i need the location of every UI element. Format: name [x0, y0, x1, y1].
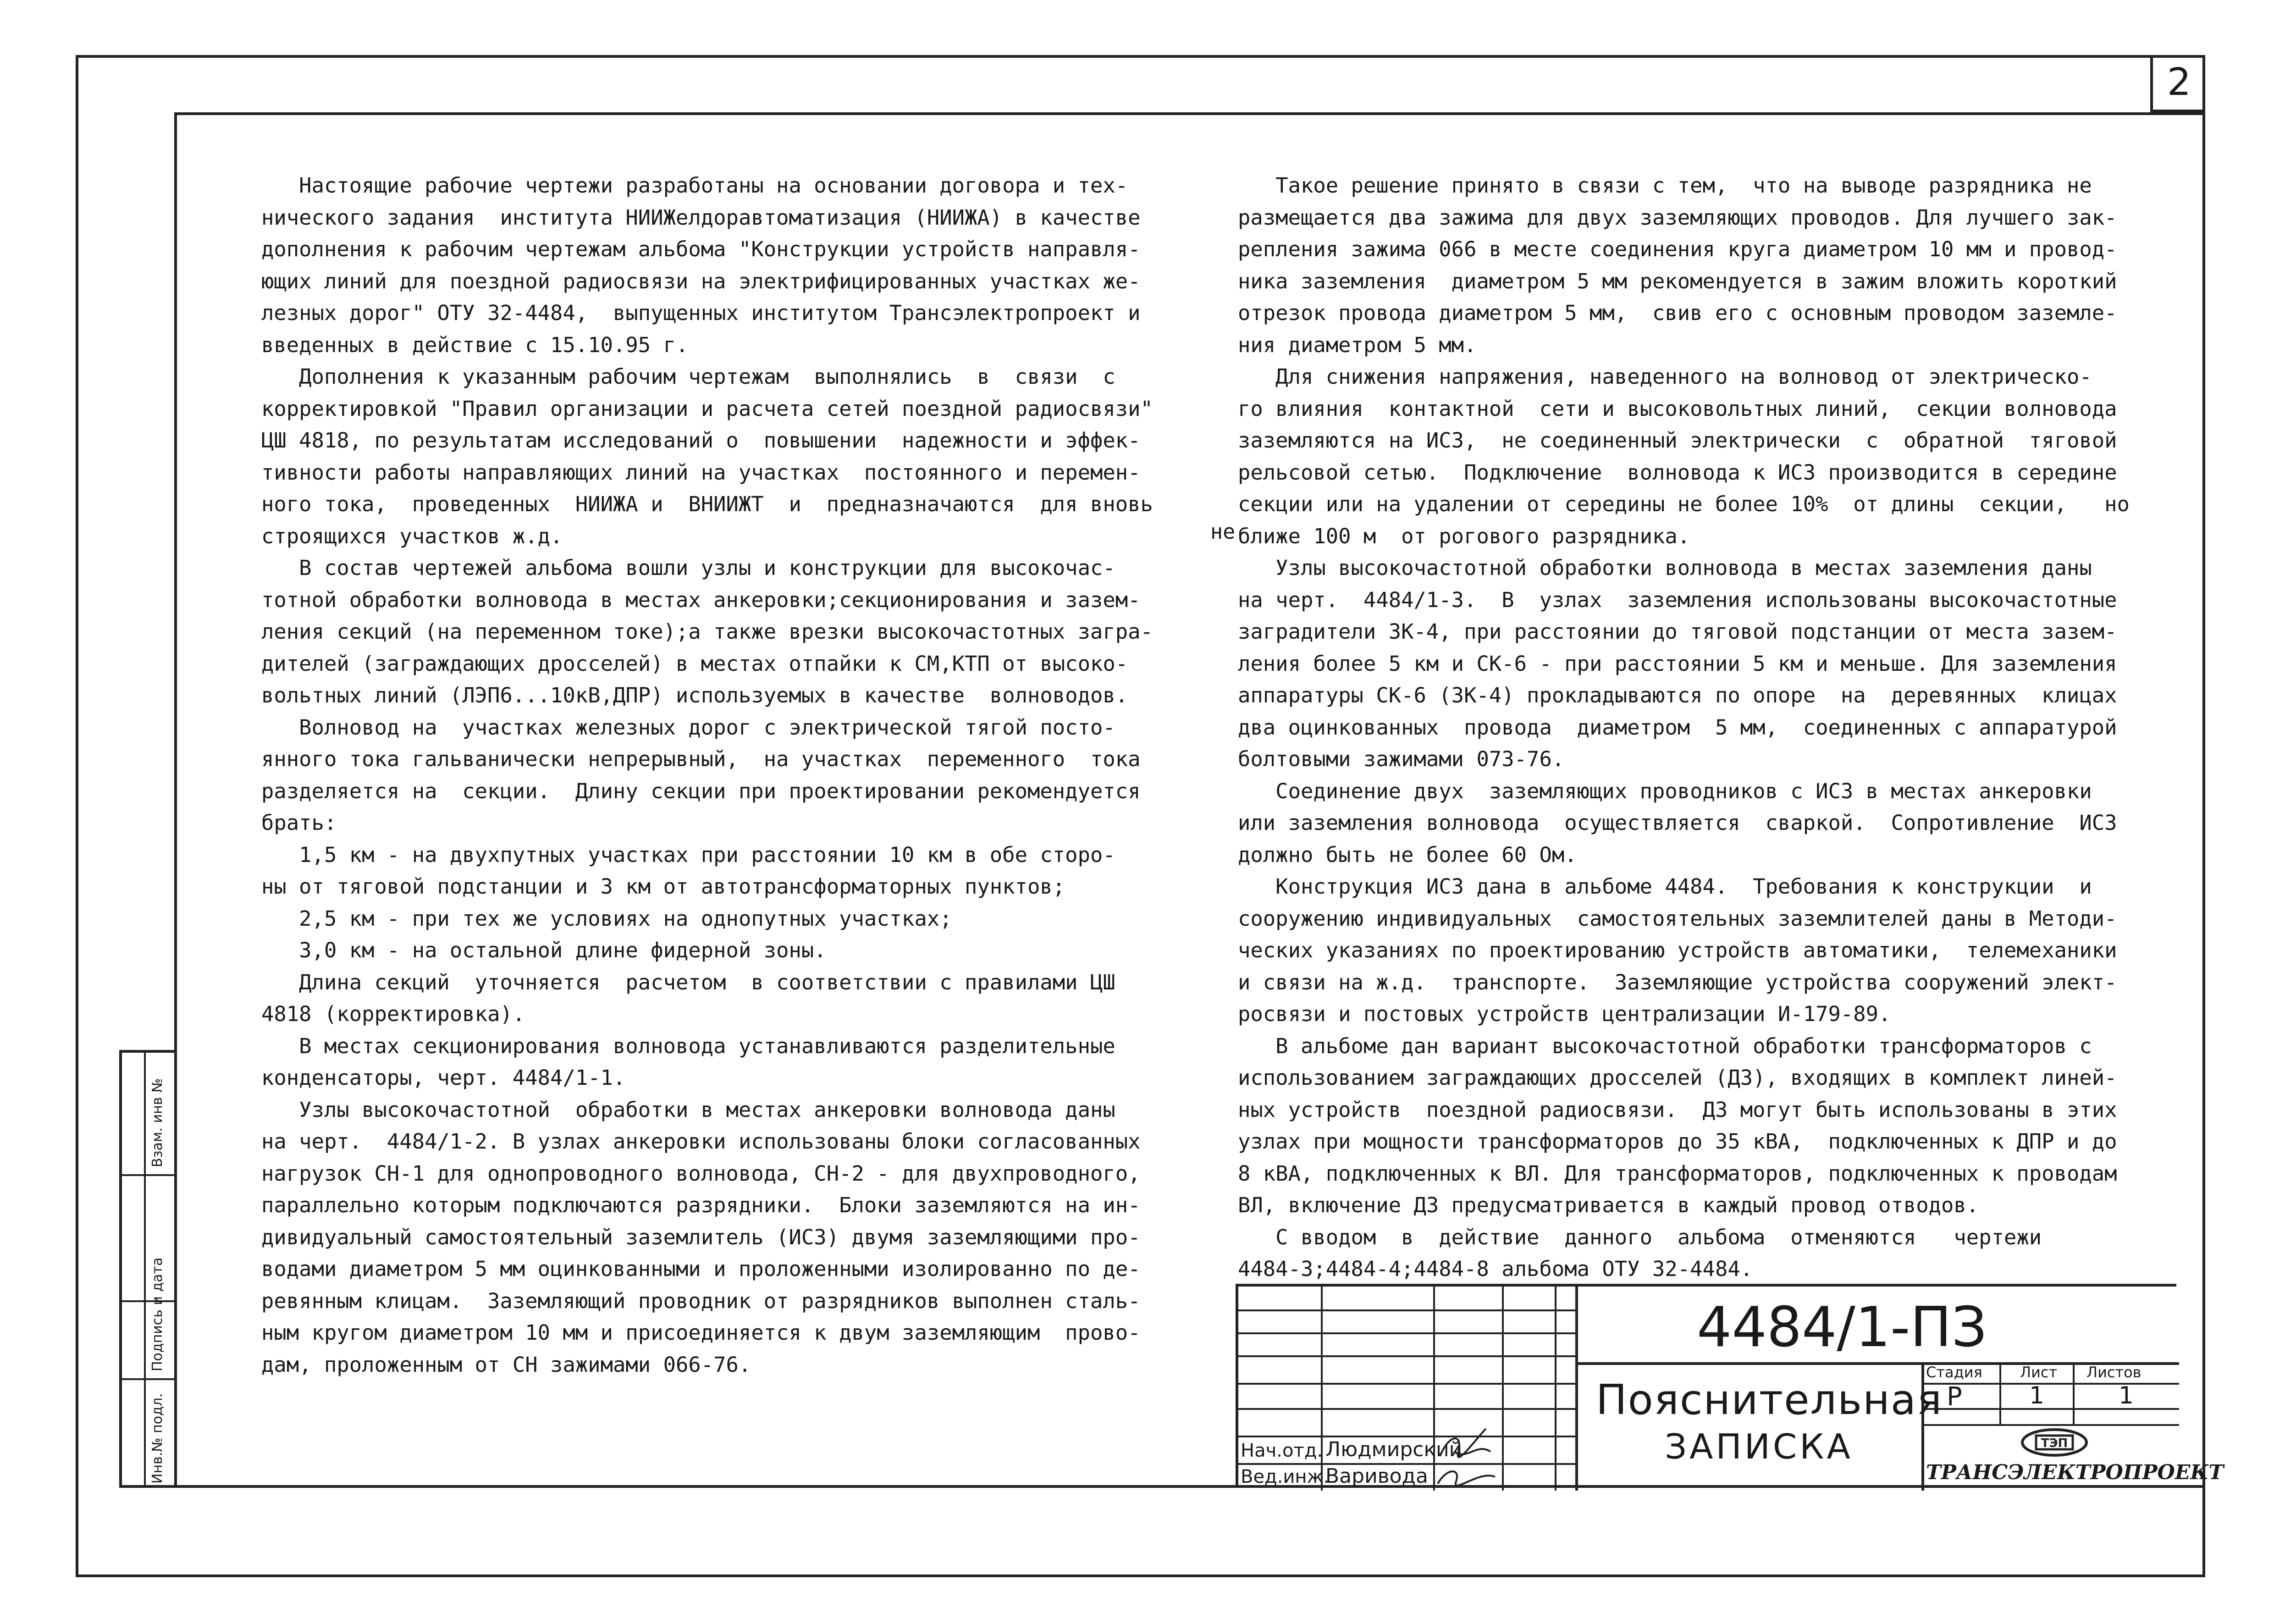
paragraph-line: введенных в действие с 15.10.95 г.	[261, 332, 689, 357]
sheets-value: 1	[2119, 1382, 2134, 1409]
paragraph-line: ческих указаниях по проектированию устройств автоматики, телемеханики	[1238, 938, 2117, 962]
paragraph-line: брать:	[261, 811, 337, 835]
paragraph-line: и связи на ж.д. транспорте. Заземляющие устройства сооружений элект-	[1238, 970, 2117, 994]
paragraph-line: болтовыми зажимами 073-76.	[1238, 747, 1565, 771]
paragraph-line: ных устройств поездной радиосвязи. ДЗ могут быть использованы в этих	[1238, 1097, 2117, 1122]
paragraph-line: Узлы высокочастотной обработки в местах анкеровки волновода даны	[261, 1097, 1115, 1122]
signer-name: Людмирский	[1325, 1438, 1463, 1461]
signer-name: Варивода	[1325, 1464, 1428, 1488]
paragraph-line: тивности работы направляющих линий на участках постоянного и перемен-	[261, 460, 1141, 485]
document-code: 4484/1-ПЗ	[1697, 1296, 1987, 1359]
paragraph-line: Такое решение принято в связи с тем, что на выводе разрядника не	[1238, 173, 2092, 198]
paragraph-line: дам, проложенным от СН зажимами 066-76.	[261, 1352, 751, 1377]
sheets-label: Листов	[2086, 1364, 2142, 1381]
document-title-line2: ЗАПИСКА	[1665, 1426, 1853, 1467]
paragraph-line: ЦШ 4818, по результатам исследований о повышении надежности и эффек-	[261, 428, 1141, 453]
paragraph-line: ления секций (на переменном токе);а также врезки высокочастотных загра-	[261, 619, 1153, 644]
paragraph-line: размещается два зажима для двух заземляющих проводов. Для лучшего зак-	[1238, 205, 2117, 230]
side-label-vzam-inv: Взам. инв №	[149, 1078, 166, 1167]
paragraph-line: Волновод на участках железных дорог с электрической тягой посто-	[261, 715, 1115, 740]
paragraph-line: нагрузок СН-1 для однопроводного волновода, СН-2 - для двухпроводного,	[261, 1161, 1141, 1186]
paragraph-line: репления зажима 066 в месте соединения круга диаметром 10 мм и провод-	[1238, 237, 2117, 261]
paragraph-line: Для снижения напряжения, наведенного на волновод от электрическо-	[1238, 365, 2092, 389]
paragraph-line: 4818 (корректировка).	[261, 1002, 525, 1026]
signer-role: Нач.отд.	[1241, 1440, 1323, 1461]
paragraph-line: ния диаметром 5 мм.	[1238, 332, 1477, 357]
paragraph-line: В альбоме дан вариант высокочастотной обработки трансформаторов с	[1238, 1033, 2092, 1058]
paragraph-line: 8 кВА, подключенных к ВЛ. Для трансформаторов, подключенных к проводам	[1238, 1161, 2117, 1186]
paragraph-line: С вводом в действие данного альбома отменяются чертежи	[1238, 1225, 2042, 1249]
paragraph-line: конденсаторы, черт. 4484/1-1.	[261, 1066, 626, 1090]
paragraph-line: нического задания института НИИЖелдоравтоматизация (НИИЖА) в качестве	[261, 205, 1141, 230]
paragraph-line: ющих линий для поездной радиосвязи на электрифицированных участках же-	[261, 269, 1141, 293]
paragraph-line: параллельно которым подключаются разрядники. Блоки заземляются на ин-	[261, 1193, 1141, 1217]
paragraph-line: ВЛ, включение ДЗ предусматривается в каждый провод отводов.	[1238, 1193, 1979, 1217]
text-column-right	[1238, 170, 2155, 1285]
paragraph-line: заземляются на ИСЗ, не соединенный электрически с обратной тяговой	[1238, 428, 2117, 453]
side-label-inv-podl: Инв.№ подл.	[149, 1393, 166, 1484]
paragraph-line: дителей (заграждающих дросселей) в местах отпайки к СМ,КТП от высоко-	[261, 651, 1128, 676]
paragraph-line: го влияния контактной сети и высоковольтных линий, секции волновода	[1238, 396, 2117, 421]
paragraph-line: тотной обработки волновода в местах анкеровки;секционирования и зазем-	[261, 587, 1141, 612]
paragraph-line: дивидуальный самостоятельный заземлитель (ИСЗ) двумя заземляющими про-	[261, 1225, 1141, 1249]
paragraph-line: ления более 5 км и СК-6 - при расстоянии 5 км и меньше. Для заземления	[1238, 651, 2117, 676]
paragraph-line: Длина секций уточняется расчетом в соответствии с правилами ЦШ	[261, 970, 1115, 994]
paragraph-line: два оцинкованных провода диаметром 5 мм, соединенных с аппаратурой	[1238, 715, 2117, 740]
paragraph-line: В состав чертежей альбома вошли узлы и конструкции для высокочас-	[261, 556, 1115, 580]
signature-image	[1435, 1424, 1500, 1491]
side-label-signature-date: Подпись и дата	[149, 1257, 166, 1371]
paragraph-line: ника заземления диаметром 5 мм рекомендуется в зажим вложить короткий	[1238, 269, 2117, 293]
paragraph-line: 1,5 км - на двухпутных участках при расстоянии 10 км в обе сторо-	[261, 842, 1115, 867]
paragraph-line: Настоящие рабочие чертежи разработаны на основании договора и тех-	[261, 173, 1128, 198]
text-column-left	[261, 170, 1178, 1381]
margin-note: не	[1210, 519, 1236, 544]
stage-value: Р	[1947, 1382, 1962, 1412]
paragraph-line: ближе 100 м от рогового разрядника.	[1238, 524, 1690, 548]
paragraph-line: лезных дорог" ОТУ 32-4484, выпущенных институтом Трансэлектропроект и	[261, 301, 1141, 325]
paragraph-line: вольтных линий (ЛЭП6...10кВ,ДПР) используемых в качестве волноводов.	[261, 683, 1128, 707]
paragraph-line: водами диаметром 5 мм оцинкованными и проложенными изолированно по де-	[261, 1257, 1141, 1281]
paragraph-line: Соединение двух заземляющих проводников с ИСЗ в местах анкеровки	[1238, 779, 2092, 803]
paragraph-line: узлах при мощности трансформаторов до 35 кВА, подключенных к ДПР и до	[1238, 1129, 2117, 1154]
paragraph-line: или заземления волновода осуществляется сваркой. Сопротивление ИСЗ	[1238, 811, 2117, 835]
sheet-number: 2	[2167, 61, 2191, 104]
paragraph-line: 3,0 км - на остальной длине фидерной зоны.	[261, 938, 827, 962]
paragraph-line: 2,5 км - при тех же условиях на однопутных участках;	[261, 906, 952, 931]
paragraph-line: использованием заграждающих дросселей (ДЗ), входящих в комплект линей-	[1238, 1066, 2117, 1090]
sheet-value: 1	[2029, 1382, 2045, 1409]
paragraph-line: аппаратуры СК-6 (ЗК-4) прокладываются по опоре на деревянных клицах	[1238, 683, 2117, 707]
paragraph-line: Узлы высокочастотной обработки волновода в местах заземления даны	[1238, 556, 2092, 580]
paragraph-line: на черт. 4484/1-3. В узлах заземления использованы высокочастотные	[1238, 587, 2117, 612]
company-logo-icon	[2018, 1426, 2091, 1458]
title-block	[1236, 1284, 2224, 1488]
side-strip	[119, 1050, 177, 1488]
paragraph-line: янного тока гальванически непрерывный, на участках переменного тока	[261, 747, 1141, 771]
paragraph-line: ны от тяговой подстанции и 3 км от автотрансформаторных пунктов;	[261, 874, 1065, 899]
paragraph-line: Конструкция ИСЗ дана в альбоме 4484. Требования к конструкции и	[1238, 874, 2092, 899]
paragraph-line: сооружению индивидуальных самостоятельных заземлителей даны в Методи-	[1238, 906, 2117, 931]
sheet-number-box	[2150, 55, 2205, 112]
paragraph-line: строящихся участков ж.д.	[261, 524, 563, 548]
paragraph-line: росвязи и постовых устройств централизации И-179-89.	[1238, 1002, 1891, 1026]
paragraph-line: на черт. 4484/1-2. В узлах анкеровки использованы блоки согласованных	[261, 1129, 1141, 1154]
paragraph-line: отрезок провода диаметром 5 мм, свив его с основным проводом заземле-	[1238, 301, 2117, 325]
paragraph-line: рельсовой сетью. Подключение волновода к ИСЗ производится в середине	[1238, 460, 2117, 485]
paragraph-line: ревянным клицам. Заземляющий проводник от разрядников выполнен сталь-	[261, 1288, 1141, 1313]
paragraph-line: разделяется на секции. Длину секции при проектировании рекомендуется	[261, 779, 1141, 803]
sheet-label: Лист	[2020, 1364, 2058, 1381]
paragraph-line: Дополнения к указанным рабочим чертежам выполнялись в связи с	[261, 365, 1115, 389]
document-title-line1: Пояснительная	[1596, 1376, 1943, 1424]
paragraph-line: дополнения к рабочим чертежам альбома "Конструкции устройств направля-	[261, 237, 1141, 261]
signer-role: Вед.инж.	[1241, 1466, 1330, 1487]
paragraph-line: В местах секционирования волновода устанавливаются разделительные	[261, 1033, 1115, 1058]
organization-name: ТРАНСЭЛЕКТРОПРОЕКТ	[1926, 1461, 2224, 1484]
paragraph-line: ным кругом диаметром 10 мм и присоединяется к двум заземляющим прово-	[261, 1320, 1141, 1345]
paragraph-line: ного тока, проведенных НИИЖА и ВНИИЖТ и предназначаются для вновь	[261, 492, 1153, 516]
paragraph-line: корректировкой "Правил организации и расчета сетей поездной радиосвязи"	[261, 396, 1153, 421]
paragraph-line: заградители ЗК-4, при расстоянии до тяговой подстанции от места зазем-	[1238, 619, 2117, 644]
stage-label: Стадия	[1926, 1364, 1982, 1381]
paragraph-line: секции или на удалении от середины не более 10% от длины секции, но	[1238, 492, 2130, 516]
paragraph-line: 4484-3;4484-4;4484-8 альбома ОТУ 32-4484.	[1238, 1257, 1753, 1281]
paragraph-line: должно быть не более 60 Ом.	[1238, 842, 1577, 867]
company-logo-letters: ТЭП	[2041, 1436, 2068, 1450]
